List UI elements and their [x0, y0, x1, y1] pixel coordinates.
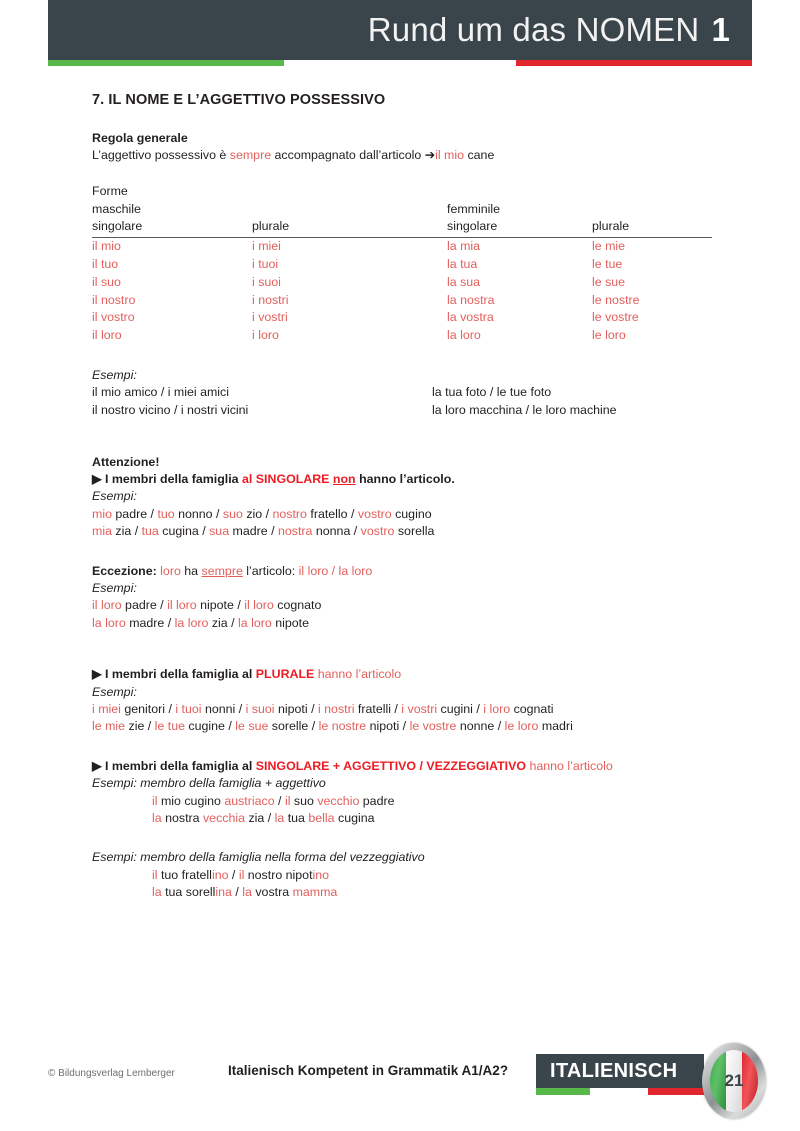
esempi-forme-row-2	[92, 402, 712, 420]
plain-word: suo	[290, 793, 318, 808]
highlight-word: le nostre	[318, 719, 367, 734]
attenzione-rule-non: non	[332, 471, 356, 486]
highlight-word: la	[152, 811, 162, 826]
highlight-word: vecchia	[202, 811, 245, 826]
forme-header-sing-m: singolare	[92, 219, 143, 234]
badge-rule-green	[536, 1088, 590, 1095]
forme-cell-plur-f: le vostre	[592, 310, 639, 325]
plain-word: zie /	[125, 719, 155, 734]
header-rule-green	[48, 60, 284, 66]
forme-row	[92, 327, 712, 345]
forme-gender-row	[92, 201, 712, 219]
plurale-rule-emphasis: PLURALE	[255, 667, 315, 682]
plurale-esempi-label: Esempi:	[92, 684, 137, 699]
highlight-word: bella	[308, 811, 335, 826]
plain-word: genitori /	[120, 702, 176, 717]
vezz-esempi-sub: membro della famiglia nella forma del vezzeggiativo	[136, 850, 425, 865]
forme-cell-sing-m: il loro	[92, 328, 122, 343]
sing-agg-esempi-sub: membro della famiglia + aggettivo	[136, 776, 326, 791]
forme-cell-sing-m: il vostro	[92, 310, 135, 325]
plain-word: madri	[538, 719, 573, 734]
forme-label-row	[92, 183, 712, 201]
plain-word: nostra	[161, 811, 203, 826]
attenzione-rule-post: hanno l’articolo.	[355, 471, 455, 486]
plain-word: zio /	[242, 506, 273, 521]
plain-word: fratello /	[306, 506, 358, 521]
highlight-word: suo	[222, 506, 243, 521]
highlight-word: i vostri	[401, 702, 438, 717]
highlight-word: le loro	[504, 719, 539, 734]
forme-header-sing-f: singolare	[447, 219, 498, 234]
eccezione-articolo: l’articolo:	[242, 563, 299, 578]
plain-word: padre	[359, 793, 395, 808]
regola-rule-line	[92, 147, 712, 164]
plain-word: /	[231, 885, 243, 900]
header-bar	[48, 0, 752, 60]
regola-heading: Regola generale	[92, 131, 188, 145]
plurale-rule-line	[92, 666, 712, 683]
eccezione-block	[92, 563, 712, 633]
plain-word: /	[274, 793, 285, 808]
plurale-rule-post: hanno l’articolo	[314, 667, 402, 682]
plain-word: nipoti /	[366, 719, 410, 734]
forme-header-plur-f: plurale	[592, 219, 630, 234]
forme-cell-sing-f: la vostra	[447, 310, 494, 325]
esempi-forme-left-2: il nostro vicino / i nostri vicini	[92, 402, 249, 417]
footer-tagline: Italienisch Kompetent in Grammatik A1/A2?	[228, 1063, 509, 1078]
plain-word: cugino	[391, 506, 432, 521]
highlight-word: mia	[92, 524, 112, 539]
highlight-word: ino	[211, 867, 229, 882]
regola-cane: cane	[464, 148, 495, 163]
attenzione-esempi-label: Esempi:	[92, 489, 137, 504]
plain-word: sorella	[394, 524, 435, 539]
page-content	[92, 92, 712, 902]
forme-cell-plur-f: le sue	[592, 274, 626, 289]
forme-cell-plur-m: i loro	[252, 328, 279, 343]
forme-cell-plur-m: i vostri	[252, 310, 288, 325]
header-rule-red	[516, 60, 752, 66]
plain-word: cugina /	[158, 524, 210, 539]
bullet-icon: ▶	[92, 471, 102, 486]
highlight-word: nostro	[272, 506, 307, 521]
plain-word: nonno /	[174, 506, 223, 521]
page-number: 21	[724, 1071, 744, 1090]
highlight-word: le sue	[235, 719, 269, 734]
highlight-word: il loro	[244, 598, 274, 613]
forme-cell-plur-f: le loro	[592, 328, 626, 343]
highlight-word: ino	[312, 867, 330, 882]
vezz-example-1	[92, 867, 712, 884]
vezz-esempi-line	[92, 849, 712, 866]
highlight-word: la	[152, 885, 162, 900]
forme-cell-sing-f: la loro	[447, 328, 481, 343]
section-title: 7. IL NOME E L’AGGETTIVO POSSESSIVO	[92, 92, 386, 108]
esempi-forme-row-1	[92, 384, 712, 402]
forme-row	[92, 238, 712, 256]
page-header	[0, 0, 800, 72]
sing-agg-rule-pre: I membri della famiglia al	[101, 758, 256, 773]
highlight-word: le vostre	[409, 719, 457, 734]
forme-cell-plur-m: i tuoi	[252, 257, 279, 271]
eccezione-loro: loro	[156, 563, 181, 578]
sing-agg-esempi-line	[92, 775, 712, 792]
plain-word: madre /	[125, 615, 175, 630]
sing-agg-example-1	[92, 793, 712, 810]
highlight-word: il loro	[167, 598, 197, 613]
attenzione-block	[92, 454, 712, 541]
sing-agg-rule-line	[92, 758, 712, 775]
highlight-word: vecchio	[317, 793, 360, 808]
forme-row	[92, 309, 712, 327]
forme-cell-sing-f: la tua	[447, 257, 478, 271]
forme-header-row	[92, 218, 712, 238]
regola-generale-block	[92, 130, 712, 165]
plain-word: tuo fratell	[157, 867, 212, 882]
header-title	[368, 8, 730, 52]
highlight-word: la loro	[174, 615, 209, 630]
highlight-word: la	[242, 885, 252, 900]
sing-agg-esempi-label: Esempi:	[92, 776, 137, 791]
highlight-word: il	[284, 793, 291, 808]
plain-word: nipote /	[196, 598, 245, 613]
singolare-aggettivo-block	[92, 758, 712, 828]
regola-sempre: sempre	[229, 148, 272, 163]
plain-word: cugini /	[437, 702, 484, 717]
forme-header-plur-m: plurale	[252, 219, 290, 234]
regola-il: il	[435, 148, 441, 163]
plurale-block	[92, 666, 712, 736]
highlight-word: il	[152, 867, 158, 882]
header-chapter-number: 1	[711, 11, 730, 48]
highlight-word: il	[238, 867, 245, 882]
plain-word: madre /	[229, 524, 278, 539]
eccezione-sempre: sempre	[201, 563, 243, 578]
highlight-word: nostra	[278, 524, 313, 539]
forme-cell-sing-m: il suo	[92, 274, 121, 289]
eccezione-label: Eccezione:	[92, 563, 157, 578]
page-number-medal	[702, 1043, 766, 1119]
attenzione-rule-singolare	[92, 471, 712, 488]
bullet-icon: ▶	[92, 758, 102, 773]
plain-word: zia /	[245, 811, 275, 826]
regola-text-mid: accompagnato dall’articolo	[271, 148, 425, 163]
forme-cell-sing-m: il mio	[92, 239, 121, 254]
copyright-text: © Bildungsverlag Lemberger	[48, 1068, 175, 1079]
highlight-word: la loro	[238, 615, 272, 630]
forme-cell-sing-m: il nostro	[92, 292, 136, 307]
forme-femminile-label: femminile	[447, 201, 501, 216]
highlight-word: la	[274, 811, 285, 826]
regola-mio: mio	[440, 148, 465, 163]
esempi-forme-left-1: il mio amico / i miei amici	[92, 385, 230, 400]
highlight-word: le mie	[92, 719, 126, 734]
forme-cell-plur-f: le tue	[592, 257, 623, 271]
plain-word: sorelle /	[268, 719, 319, 734]
forme-row	[92, 274, 712, 292]
regola-text-before: L’aggettivo possessivo è	[92, 148, 230, 163]
plain-word: vostra	[251, 885, 293, 900]
plain-word: tua	[284, 811, 309, 826]
highlight-word: tua	[141, 524, 159, 539]
highlight-word: mamma	[292, 885, 338, 900]
highlight-word: i nostri	[317, 702, 355, 717]
forme-cell-plur-m: i miei	[252, 239, 281, 254]
attenzione-rule-pre: I membri della famiglia	[101, 471, 243, 486]
highlight-word: sua	[209, 524, 230, 539]
esempi-forme-label: Esempi:	[92, 367, 137, 382]
forme-cell-sing-f: la sua	[447, 274, 481, 289]
forme-cell-sing-m: il tuo	[92, 257, 119, 271]
attenzione-example-2	[92, 523, 712, 540]
plurale-example-2	[92, 718, 712, 735]
italian-flag-icon	[710, 1050, 758, 1112]
plain-word: fratelli /	[354, 702, 402, 717]
vezzeggiativo-block	[92, 849, 712, 901]
highlight-word: ina	[215, 885, 232, 900]
highlight-word: la loro	[92, 615, 126, 630]
plain-word: cognato	[273, 598, 322, 613]
forme-cell-sing-f: la mia	[447, 239, 481, 254]
highlight-word: i miei	[92, 702, 121, 717]
bullet-icon: ▶	[92, 667, 102, 682]
esempi-forme-right-2: la loro macchina / le loro machine	[432, 402, 617, 417]
vezz-example-2	[92, 884, 712, 901]
esempi-forme-block	[92, 367, 712, 420]
highlight-word: austriaco	[224, 793, 275, 808]
plain-word: padre /	[121, 598, 168, 613]
highlight-word: vostro	[360, 524, 395, 539]
highlight-word: vostro	[357, 506, 392, 521]
eccezione-rule-line	[92, 563, 712, 580]
forme-cell-sing-f: la nostra	[447, 292, 495, 307]
forme-spacer-cell-2	[592, 201, 712, 219]
highlight-word: mio	[92, 506, 112, 521]
forme-spacer-cell	[252, 201, 447, 219]
highlight-word: i suoi	[245, 702, 275, 717]
eccezione-forms: il loro / la loro	[298, 563, 373, 578]
forme-cell-plur-m: i nostri	[252, 292, 289, 307]
forme-cell-plur-m: i suoi	[252, 274, 281, 289]
plain-word: mio cugino	[157, 793, 225, 808]
attenzione-example-1	[92, 506, 712, 523]
highlight-word: i tuoi	[175, 702, 202, 717]
plain-word: nipote	[271, 615, 309, 630]
highlight-word: tuo	[157, 506, 175, 521]
forme-row	[92, 292, 712, 310]
forme-cell-plur-f: le mie	[592, 239, 626, 254]
attenzione-heading: Attenzione!	[92, 454, 160, 469]
forme-table	[92, 183, 712, 345]
plain-word: cognati	[510, 702, 554, 717]
attenzione-rule-emphasis: al SINGOLARE	[242, 471, 333, 486]
highlight-word: il	[152, 793, 158, 808]
plurale-rule-pre: I membri della famiglia al	[101, 667, 256, 682]
italienisch-badge	[536, 1054, 704, 1088]
sing-agg-rule-emphasis: SINGOLARE + AGGETTIVO / VEZZEGGIATIVO	[255, 758, 526, 773]
esempi-forme-right-1: la tua foto / le tue foto	[432, 385, 552, 400]
eccezione-example-2	[92, 615, 712, 632]
highlight-word: le tue	[154, 719, 185, 734]
header-title-text: Rund um das NOMEN	[367, 11, 700, 48]
eccezione-esempi-label: Esempi:	[92, 581, 137, 596]
plain-word: cugina	[334, 811, 375, 826]
forme-maschile-label: maschile	[92, 201, 141, 216]
arrow-icon: ➔	[424, 148, 436, 163]
plain-word: nostro nipot	[244, 867, 313, 882]
highlight-word: i loro	[483, 702, 511, 717]
plain-word: zia /	[208, 615, 239, 630]
plain-word: padre /	[111, 506, 158, 521]
forme-label: Forme	[92, 183, 128, 198]
vezz-esempi-label: Esempi:	[92, 850, 137, 865]
plurale-example-1	[92, 701, 712, 718]
highlight-word: il loro	[92, 598, 122, 613]
plain-word: /	[228, 867, 239, 882]
eccezione-ha: ha	[180, 563, 202, 578]
eccezione-example-1	[92, 597, 712, 614]
plain-word: zia /	[111, 524, 142, 539]
sing-agg-rule-post: hanno l’articolo	[526, 758, 613, 773]
forme-cell-plur-f: le nostre	[592, 292, 640, 307]
plain-word: nipoti /	[274, 702, 318, 717]
plain-word: nonni /	[201, 702, 246, 717]
plain-word: tua sorell	[161, 885, 216, 900]
plain-word: nonne /	[456, 719, 505, 734]
plain-word: cugine /	[184, 719, 236, 734]
italienisch-badge-label: ITALIENISCH	[550, 1059, 678, 1082]
sing-agg-example-2	[92, 810, 712, 827]
plain-word: nonna /	[312, 524, 361, 539]
forme-row	[92, 256, 712, 274]
